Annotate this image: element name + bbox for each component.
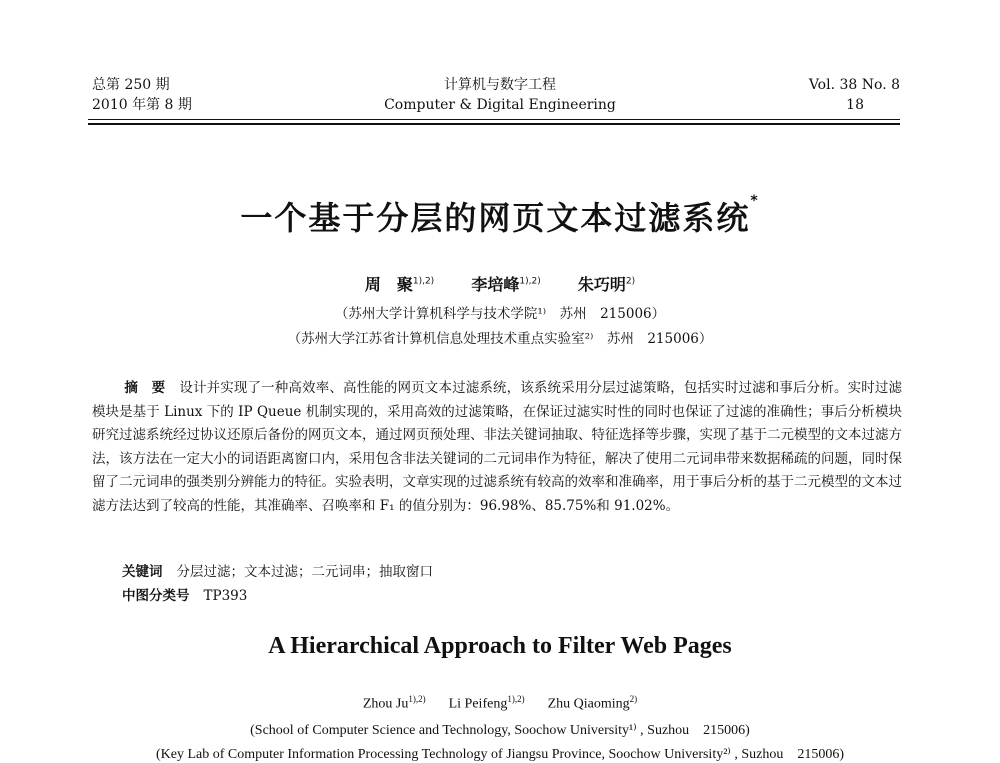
title-text: 一个基于分层的网页文本过滤系统 <box>240 199 751 237</box>
affiliation-cn-2: （苏州大学江苏省计算机信息处理技术重点实验室²⁾ 苏州 215006） <box>287 331 713 347</box>
keywords-label: 关键词 <box>122 564 163 580</box>
author-name: 朱巧明 <box>577 275 626 294</box>
volume-number: Vol. 38 No. 8 <box>808 77 900 93</box>
author-name-en: Zhu Qiaoming <box>547 696 630 712</box>
paper-title-en: A Hierarchical Approach to Filter Web Pages <box>268 633 732 659</box>
author-name-en: Zhou Ju <box>362 696 409 712</box>
issue-total: 总第 250 期 <box>92 77 170 93</box>
paper-title-cn <box>0 193 1000 239</box>
author-affiliation-mark: 1),2) <box>519 276 541 287</box>
author-name: 周 聚 <box>364 275 413 294</box>
author-affiliation-mark: 1),2) <box>408 694 426 704</box>
author-list-en <box>0 694 1000 713</box>
title-footnote-mark: * <box>750 193 760 209</box>
classification-label: 中图分类号 <box>122 588 190 604</box>
page-number: 18 <box>846 97 864 113</box>
abstract-label: 摘 要 <box>124 380 166 396</box>
author-name: 李培峰 <box>471 275 520 294</box>
classification-code: TP393 <box>203 588 248 604</box>
author-affiliation-mark: 2) <box>625 276 636 287</box>
issue-year: 2010 年第 8 期 <box>92 97 192 113</box>
author-affiliation-mark: 1),2) <box>412 276 435 287</box>
keywords-line <box>122 560 433 580</box>
author-list-cn <box>0 272 1000 295</box>
abstract-text: 设计并实现了一种高效率、高性能的网页文本过滤系统，该系统采用分层过滤策略，包括实时过滤和事后分析。实时过滤模块是基于 Linux 下的 IP Queue 机制实现的，采用高效的过滤策略，在保证过滤实时性的同时也保证了过滤的准确性；事后分析模块研究过滤系统经过协议还原后备份的网页文本，通过网页预处理、非法关键词抽取、特征选择等步骤，实现了基于二元模型的文本过滤方法，该方法在一定大小的词语距离窗口内，采用包含非法关键词的二元词串作为特征，解决了使用二元词串带来数据稀疏的问题，同时保留了二元词串的强类别分辨能力的特征。实验表明，文章实现的过滤系统有较高的效率和准确率，用于事后分析的基于二元模型的文本过滤方法达到了较高的性能，其准确率、召唤率和 F₁ 的值分别为：96.98%、85.75%和 91.02%。 <box>92 380 903 514</box>
author-affiliation-mark: 2) <box>629 694 638 704</box>
journal-title-cn: 计算机与数字工程 <box>444 77 556 93</box>
affiliation-en-2: (Key Lab of Computer Information Processing Technology of Jiangsu Province, Soochow University²⁾ , Suzhou 215006) <box>155 747 845 762</box>
author-name-en: Li Peifeng <box>448 696 508 712</box>
journal-title-en: Computer & Digital Engineering <box>384 97 616 113</box>
header-rule-thick <box>88 123 900 125</box>
classification-line <box>122 584 247 604</box>
keywords-text: 分层过滤；文本过滤；二元词串；抽取窗口 <box>176 564 433 580</box>
abstract <box>92 377 902 518</box>
author-affiliation-mark: 1),2) <box>507 694 525 704</box>
affiliation-cn-1: （苏州大学计算机科学与技术学院¹⁾ 苏州 215006） <box>334 306 666 322</box>
affiliation-en-1: (School of Computer Science and Technology, Soochow University¹⁾ , Suzhou 215006) <box>250 723 750 738</box>
header-rule <box>88 119 900 120</box>
